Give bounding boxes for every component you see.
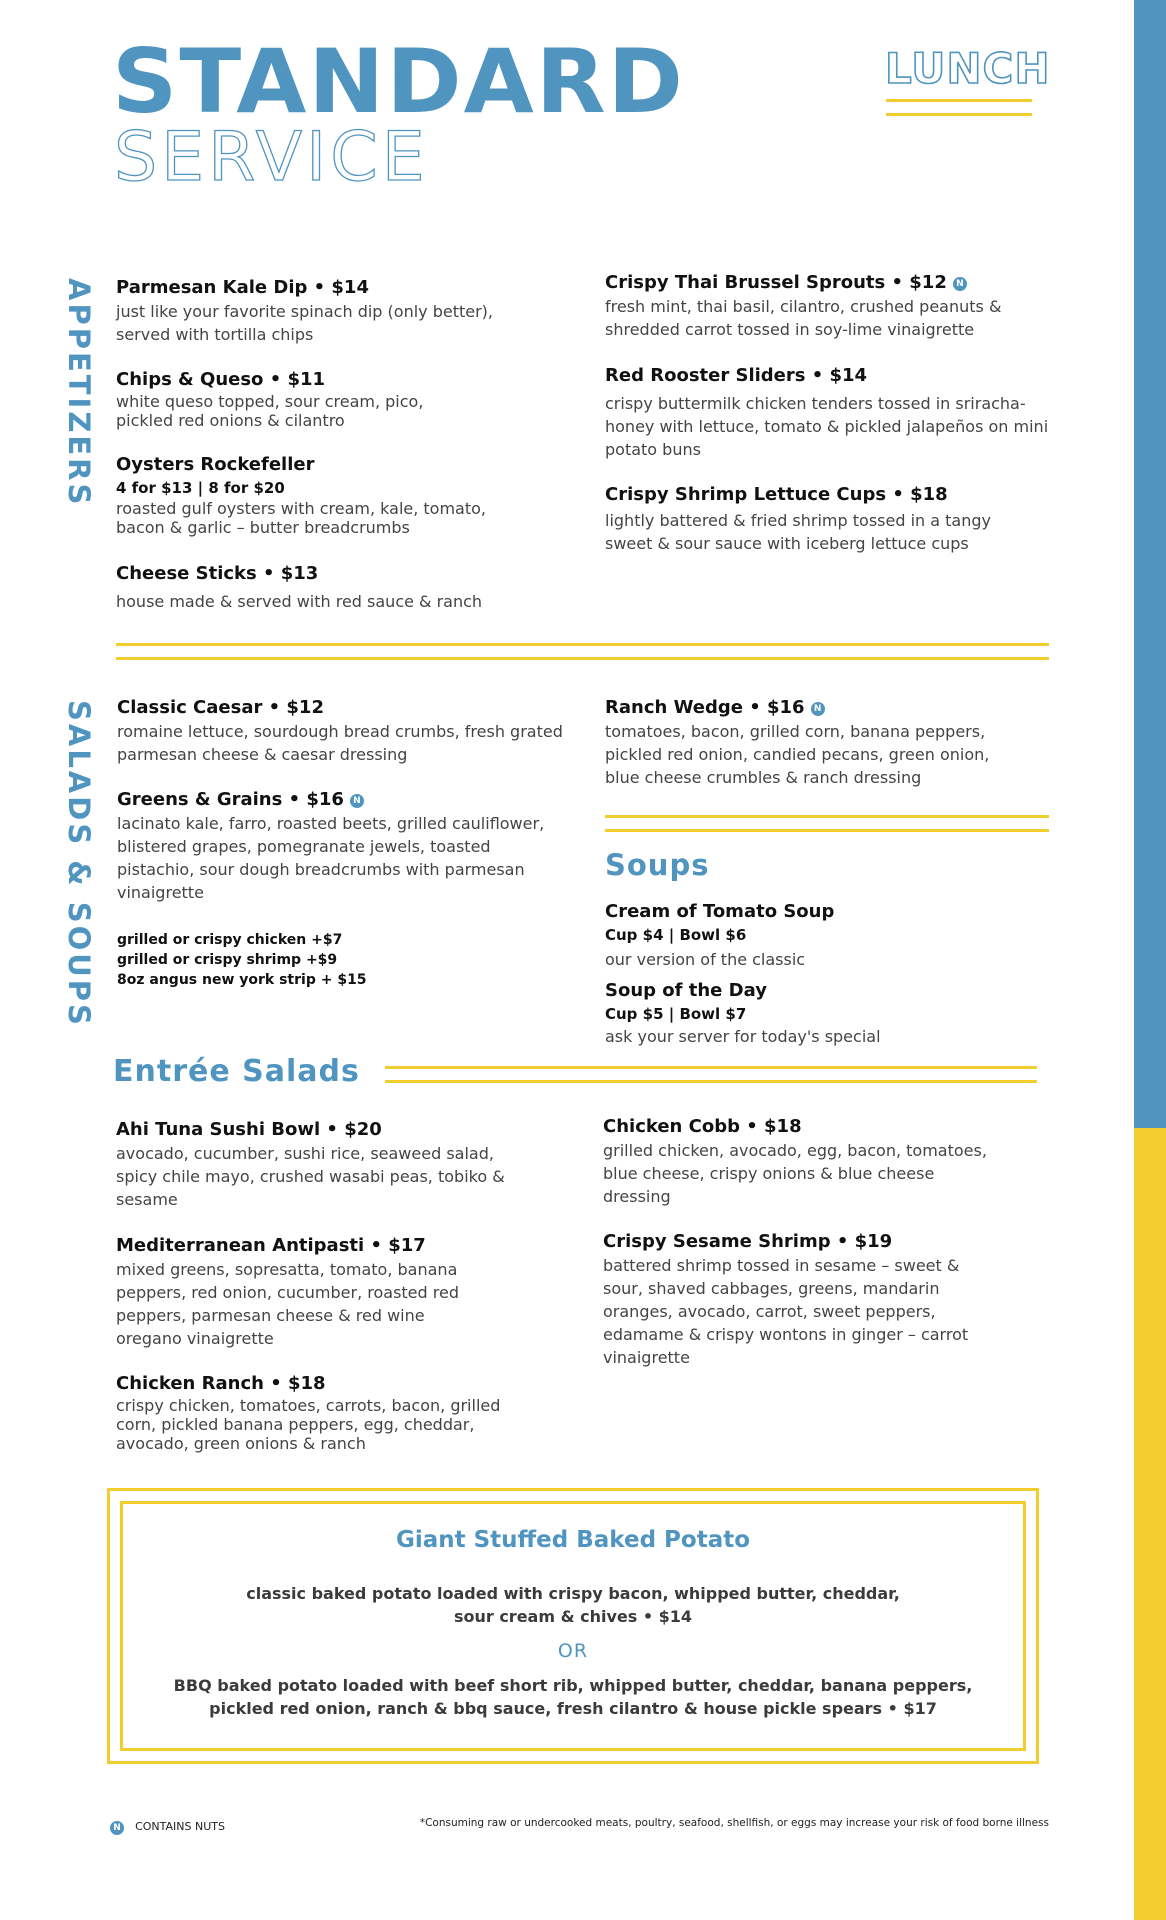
nuts-legend (110, 1815, 225, 1835)
item-title: Chips & Queso • $11 (116, 369, 326, 390)
item-title: Soup of the Day (605, 980, 767, 1001)
menu-item (605, 900, 1025, 971)
item-title-text: Greens & Grains • $16 (117, 789, 344, 810)
item-title: Chicken Ranch • $18 (116, 1373, 326, 1394)
menu-item (117, 788, 567, 904)
menu-item (116, 1372, 536, 1453)
addon: 8oz angus new york strip + $15 (117, 972, 367, 988)
item-title: Crispy Sesame Shrimp • $19 (603, 1231, 893, 1252)
item-title: Parmesan Kale Dip • $14 (116, 277, 369, 298)
menu-item (605, 483, 1025, 555)
food-safety-disclaimer: *Consuming raw or undercooked meats, poultry, seafood, shellfish, or eggs may increase your risk of food borne illness (419, 1817, 1049, 1829)
appetizers-label: APPETIZERS (62, 278, 96, 508)
item-desc: tomatoes, bacon, grilled corn, banana peppers, pickled red onion, candied pecans, green onion, blue cheese crumbles & ranch dressing (605, 722, 990, 787)
addon: grilled or crispy shrimp +$9 (117, 952, 338, 968)
item-desc: mixed greens, sopresatta, tomato, banana peppers, red onion, cucumber, roasted red peppers, parmesan cheese & red wine oregano vinaigrette (116, 1260, 459, 1348)
item-title: Chicken Cobb • $18 (603, 1116, 802, 1137)
divider (605, 829, 1049, 832)
menu-item (605, 364, 1050, 461)
item-prices: 4 for $13 | 8 for $20 (116, 479, 285, 497)
item-desc: just like your favorite spinach dip (only better), served with tortilla chips (116, 302, 493, 344)
menu-item (603, 1230, 998, 1369)
menu-item (605, 696, 1025, 789)
item-title: Mediterranean Antipasti • $17 (116, 1235, 426, 1256)
menu-item (116, 368, 536, 430)
divider (116, 643, 1049, 646)
menu-item (116, 276, 536, 346)
item-desc: lacinato kale, farro, roasted beets, grilled cauliflower, blistered grapes, pomegranate jewels, toasted pistachio, sour dough breadcrumbs with parmesan vinaigrette (117, 814, 545, 902)
potato-option-1-line: classic baked potato loaded with crispy bacon, whipped butter, cheddar, (246, 1584, 900, 1603)
item-title: Crispy Shrimp Lettuce Cups • $18 (605, 484, 948, 505)
potato-or: OR (557, 1640, 589, 1662)
item-title-text: Ranch Wedge • $16 (605, 697, 805, 718)
addons-list (117, 930, 367, 990)
menu-item (116, 453, 536, 537)
meal-underline (886, 113, 1032, 116)
nuts-icon: N (953, 277, 967, 291)
brand-subtitle-text: SERVICE (114, 118, 429, 197)
item-title-text: Crispy Thai Brussel Sprouts • $12 (605, 272, 947, 293)
item-desc: fresh mint, thai basil, cilantro, crushed peanuts & shredded carrot tossed in soy-lime vinaigrette (605, 297, 1002, 339)
item-desc: bacon & garlic – butter breadcrumbs (116, 518, 410, 537)
side-bar-blue (1134, 0, 1166, 1128)
item-desc: avocado, cucumber, sushi rice, seaweed salad, spicy chile mayo, crushed wasabi peas, tobiko & sesame (116, 1144, 505, 1209)
potato-option-2-line: BBQ baked potato loaded with beef short rib, whipped butter, cheddar, banana peppers, (173, 1676, 973, 1695)
potato-option-2-line: pickled red onion, ranch & bbq sauce, fresh cilantro & house pickle spears • $17 (209, 1699, 937, 1718)
brand-subtitle (114, 118, 429, 197)
item-desc: white queso topped, sour cream, pico, (116, 392, 424, 411)
menu-item (117, 696, 567, 766)
item-title: Ahi Tuna Sushi Bowl • $20 (116, 1119, 382, 1140)
menu-item (116, 1234, 486, 1350)
item-title: Red Rooster Sliders • $14 (605, 365, 868, 386)
item-desc: house made & served with red sauce & ranch (116, 592, 483, 611)
potato-option-1-line: sour cream & chives • $14 (453, 1607, 693, 1626)
nuts-icon: N (811, 702, 825, 716)
nuts-icon: N (350, 794, 364, 808)
nuts-note: CONTAINS NUTS (135, 1820, 225, 1833)
divider (116, 657, 1049, 660)
meal-underline (886, 99, 1032, 102)
item-title (117, 788, 567, 812)
item-prices: Cup $5 | Bowl $7 (605, 1005, 747, 1023)
item-desc: battered shrimp tossed in sesame – sweet & sour, shaved cabbages, greens, mandarin oranges, avocado, carrot, sweet peppers, edamame & crispy wontons in ginger – carrot vinaigrette (603, 1256, 969, 1367)
divider (605, 815, 1049, 818)
nuts-icon: N (110, 1821, 124, 1835)
item-title (605, 271, 1045, 295)
item-desc: ask your server for today's special (605, 1027, 881, 1046)
menu-item (605, 979, 1025, 1048)
soups-heading: Soups (605, 848, 710, 882)
item-title: Oysters Rockefeller (116, 454, 315, 475)
item-title: Classic Caesar • $12 (117, 697, 324, 718)
item-desc: crispy chicken, tomatoes, carrots, bacon, grilled corn, pickled banana peppers, egg, cheddar, avocado, green onions & ranch (116, 1396, 501, 1453)
potato-title: Giant Stuffed Baked Potato (395, 1527, 751, 1553)
entree-salads-heading: Entrée Salads (113, 1054, 360, 1089)
item-desc: grilled chicken, avocado, egg, bacon, tomatoes, blue cheese, crispy onions & blue cheese dressing (603, 1141, 987, 1206)
menu-item (116, 562, 556, 613)
item-title: Cream of Tomato Soup (605, 901, 835, 922)
brand-title: STANDARD (112, 30, 685, 133)
menu-item (605, 271, 1045, 341)
item-desc: lightly battered & fried shrimp tossed in a tangy sweet & sour sauce with iceberg lettuce cups (605, 511, 991, 553)
item-title: Cheese Sticks • $13 (116, 563, 319, 584)
item-desc: crispy buttermilk chicken tenders tossed in sriracha-honey with lettuce, tomato & pickled jalapeños on mini potato buns (605, 394, 1049, 459)
salads-soups-label: SALADS & SOUPS (62, 700, 96, 1028)
side-bar-yellow (1134, 1128, 1166, 1920)
item-title (605, 696, 1025, 720)
addon: grilled or crispy chicken +$7 (117, 932, 343, 948)
meal-label: LUNCH (885, 44, 1051, 93)
item-desc: pickled red onions & cilantro (116, 411, 345, 430)
divider (385, 1066, 1037, 1069)
menu-item (603, 1115, 993, 1208)
item-desc: romaine lettuce, sourdough bread crumbs, fresh grated parmesan cheese & caesar dressing (117, 722, 563, 764)
item-prices: Cup $4 | Bowl $6 (605, 926, 747, 944)
divider (385, 1080, 1037, 1083)
item-desc: our version of the classic (605, 950, 806, 969)
potato-option-2 (107, 1674, 1039, 1720)
potato-option-1 (107, 1582, 1039, 1628)
menu-item (116, 1118, 521, 1211)
item-desc: roasted gulf oysters with cream, kale, tomato, (116, 499, 486, 518)
